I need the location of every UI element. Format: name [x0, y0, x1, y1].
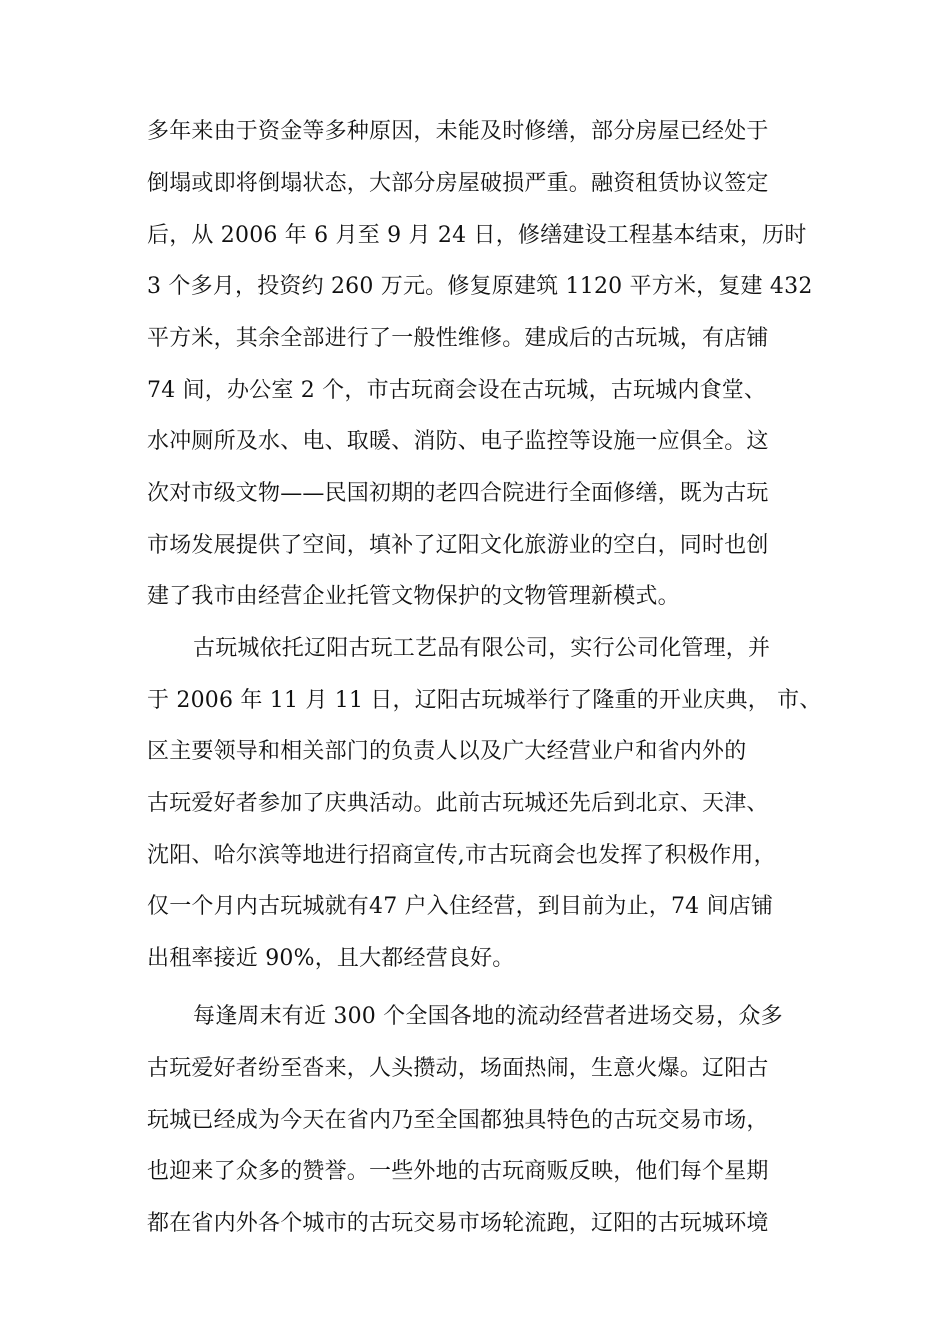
paragraph-3-line-1: 每逢周末有近 300 个全国各地的流动经营者进场交易，众多: [193, 1004, 783, 1029]
paragraph-2-line-7: 出租率接近 90%，且大都经营良好。: [147, 946, 515, 971]
paragraph-3-line-5: 都在省内外各个城市的古玩交易市场轮流跑，辽阳的古玩城环境: [147, 1211, 769, 1236]
paragraph-2-line-4: 古玩爱好者参加了庆典活动。此前古玩城还先后到北京、天津、: [147, 791, 769, 816]
paragraph-1-line-9: 市场发展提供了空间，填补了辽阳文化旅游业的空白，同时也创: [147, 533, 769, 558]
paragraph-1-line-8: 次对市级文物——民国初期的老四合院进行全面修缮，既为古玩: [147, 481, 769, 506]
paragraph-2-line-3: 区主要领导和相关部门的负责人以及广大经营业户和省内外的: [147, 739, 747, 764]
paragraph-2-line-6: 仅一个月内古玩城就有47 户入住经营，到目前为止，74 间店铺: [147, 894, 774, 919]
paragraph-1-line-4: 3 个多月，投资约 260 万元。修复原建筑 1120 平方米，复建 432: [147, 274, 813, 299]
paragraph-1-line-7: 水冲厕所及水、电、取暖、消防、电子监控等设施一应俱全。这: [147, 429, 769, 454]
paragraph-1-line-3: 后，从 2006 年 6 月至 9 月 24 日，修缮建设工程基本结束，历时: [147, 223, 807, 248]
paragraph-2-line-2: 于 2006 年 11 月 11 日，辽阳古玩城举行了隆重的开业庆典， 市、: [147, 688, 822, 713]
paragraph-3-line-4: 也迎来了众多的赞誉。一些外地的古玩商贩反映，他们每个星期: [147, 1159, 769, 1184]
paragraph-1-line-6: 74 间，办公室 2 个，市古玩商会设在古玩城，古玩城内食堂、: [147, 378, 767, 403]
paragraph-2-line-1: 古玩城依托辽阳古玩工艺品有限公司，实行公司化管理，并: [193, 636, 771, 661]
paragraph-1-line-1: 多年来由于资金等多种原因，未能及时修缮，部分房屋已经处于: [147, 119, 769, 144]
paragraph-1-line-10: 建了我市由经营企业托管文物保护的文物管理新模式。: [147, 584, 680, 609]
paragraph-1-line-5: 平方米，其余全部进行了一般性维修。建成后的古玩城，有店铺: [147, 326, 769, 351]
paragraph-1-line-2: 倒塌或即将倒塌状态，大部分房屋破损严重。融资租赁协议签定: [147, 171, 769, 196]
paragraph-2-line-5: 沈阳、哈尔滨等地进行招商宣传,市古玩商会也发挥了积极作用，: [147, 843, 776, 868]
paragraph-3-line-3: 玩城已经成为今天在省内乃至全国都独具特色的古玩交易市场，: [147, 1108, 769, 1133]
paragraph-3-line-2: 古玩爱好者纷至沓来，人头攒动，场面热闹，生意火爆。辽阳古: [147, 1056, 769, 1081]
